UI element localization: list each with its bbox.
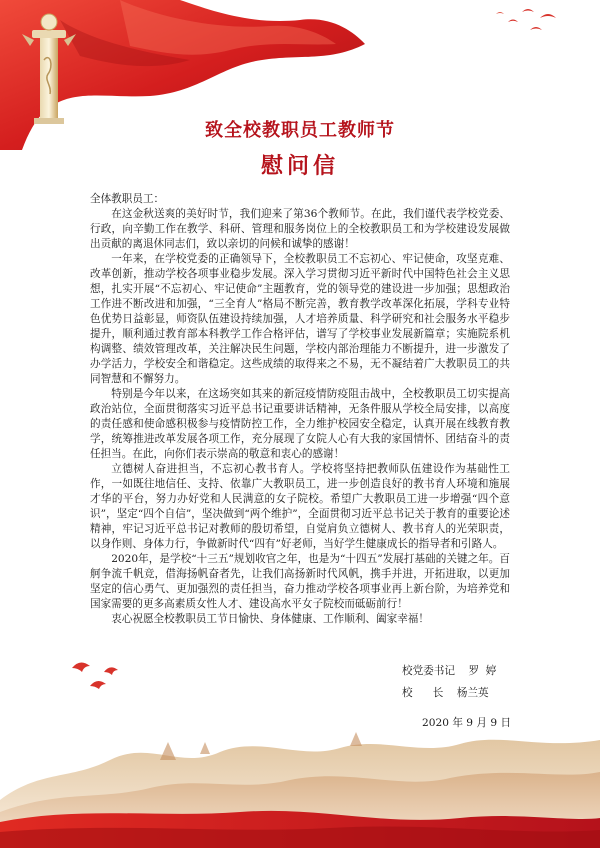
letter-subtitle: 慰问信	[260, 153, 339, 179]
closing-wishes: 衷心祝愿全校教职员工节日愉快、身体健康、工作顺利、阖家幸福！	[111, 613, 429, 625]
paragraph: 立德树人奋进担当，不忘初心教书育人。学校将坚持把教师队伍建设作为基础性工作，一如既往地信任、支持、依靠广大教职员工，进一步创造良好的教书育人环境和施展才华的平台，努力办好党和人民满意的女子院校。希望广大教职员工进一步增强“四个意识”，坚定“四个自信”，坚决做到“两个维护”，全面贯彻习近平总书记关于教育的重要论述精神，牢记习近平总书记对教师的殷切希望，自觉肩负立德树人、教书育人的光荣职责，以身作则、身体力行，争做新时代“四有”好老师，当好学生健康成长的指导者和引路人。	[90, 463, 510, 550]
letter-body	[90, 192, 510, 627]
doves-icon	[72, 662, 118, 689]
letter-title: 致全校教职员工教师节	[205, 120, 395, 141]
bottom-red-ribbon-icon	[0, 811, 600, 848]
salutation: 全体教职员工：	[90, 193, 165, 205]
flying-birds-icon	[496, 9, 556, 30]
letter-date: 2020 年 9 月 9 日	[422, 717, 512, 729]
paragraph: 一年来，在学校党委的正确领导下，全校教职员工不忘初心、牢记使命，攻坚克难、改革创新，推动学校各项事业稳步发展。深入学习贯彻习近平新时代中国特色社会主义思想，扎实开展“不忘初心、牢记使命”主题教育，党的领导党的建设进一步加强；思想政治工作进不断改进和加强，“三全育人”格局不断完善，教育教学改革深化拓展，学科专业特色优势日益彰显，师资队伍建设持续加强，人才培养质量、科学研究和社会服务水平稳步提升，顺利通过教育部本科教学工作合格评估，谱写了学校事业发展新篇章；实施院系机构调整、绩效管理改革，关注解决民生问题，学校内部治理能力不断提升，进一步激发了办学活力，学校安全和谐稳定。这些成绩的取得来之不易，无不凝结着广大教职员工的共同智慧和不懈努力。	[90, 253, 510, 385]
paragraph: 特别是今年以来，在这场突如其来的新冠疫情防疫阻击战中，全校教职员工切实提高政治站位，全面贯彻落实习近平总书记重要讲话精神，无条件服从学校全局安排，以高度的责任感和使命感积极参与疫情防控工作，全力维护校园安全稳定，认真开展在线教育教学，统筹推进改革发展各项工作，充分展现了女院人心有大我的家国情怀、团结奋斗的责任担当。在此，向你们表示崇高的敬意和衷心的感谢！	[90, 388, 510, 460]
signature-party-secretary: 校党委书记 罗 婷	[402, 665, 497, 677]
paragraph: 2020年，是学校“十三五”规划收官之年，也是为“十四五”发展打基础的关键之年。百舸争流千帆竞，借海扬帆奋者先，让我们高扬新时代风帆，携手并进，开拓进取，以更加坚定的信心勇气、更加强烈的责任担当，奋力推动学校各项事业再上新台阶，为培养党和国家需要的更多高素质女性人才、建设高水平女子院校而砥砺前行！	[90, 553, 510, 610]
signature-president: 校 长 杨兰英	[402, 687, 489, 699]
signature-block	[402, 660, 496, 704]
paragraph: 在这金秋送爽的美好时节，我们迎来了第36个教师节。在此，我们谨代表学校党委、行政，向辛勤工作在教学、科研、管理和服务岗位上的全校教职员工和为学校建设发展做出贡献的离退休同志们，致以亲切的问候和诚挚的感谢！	[90, 208, 510, 250]
